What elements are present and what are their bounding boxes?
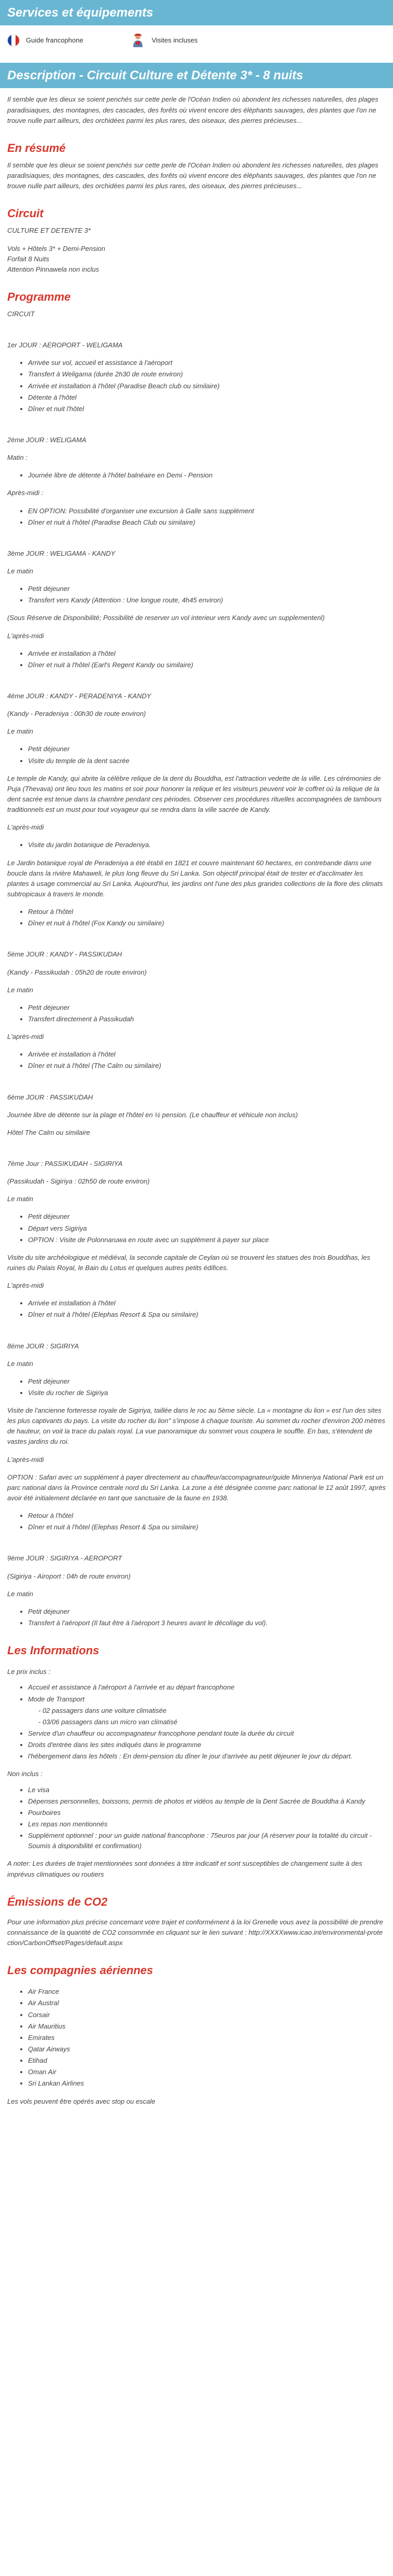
airline-item: • Air Austral xyxy=(28,1998,386,2008)
day-item: • Transfert à l'aéroport (Il faut être à l'aéroport 3 heures avant le décollage du vol). xyxy=(28,1618,386,1628)
list-sub xyxy=(28,1706,386,1727)
french-flag-icon xyxy=(7,34,20,47)
day-title: 4ème JOUR : KANDY - PERADENIYA - KANDY xyxy=(7,692,151,700)
day-item-list xyxy=(7,358,386,414)
day-section-label: L'après-midi xyxy=(7,1282,44,1290)
day-item-list xyxy=(7,470,386,481)
day-item: • Arrivée et installation à l'hôtel xyxy=(28,1298,386,1308)
day-item-list xyxy=(7,840,386,850)
list-item xyxy=(28,1728,386,1739)
programme-subtitle: CIRCUIT xyxy=(7,310,35,318)
list-item-text: Le visa xyxy=(28,1785,50,1794)
resume-text: Il semble que les dieux se soient penchés sur cette perle de l'Océan Indien où abondent les richesses naturelles, des plages paradisiaques, des montagnes, des cascades, des forêts où vivent encore des éléphants sauvages, des plantes que l'on ne trouve nulle part ailleurs, des orchidées parmi les plus rares, des oiseaux, des pierres précieuses... xyxy=(7,161,378,190)
resume-heading: En résumé xyxy=(7,141,66,154)
day-title: 6ème JOUR : PASSIKUDAH xyxy=(7,1093,93,1101)
day-section-label: Le matin xyxy=(7,567,33,575)
day-item: • Dîner et nuit à l'hôtel (Elephas Resort & Spa ou similaire) xyxy=(28,1310,386,1320)
day-title: 2ème JOUR : WELIGAMA xyxy=(7,436,87,444)
day-section-label: L'après-midi xyxy=(7,631,44,640)
day-item: • Petit déjeuner xyxy=(28,584,386,594)
day-section-label: (Kandy - Peradeniya : 00h30 de route environ) xyxy=(7,710,146,718)
day-section-label: Hôtel The Calm ou similaire xyxy=(7,1128,90,1136)
day-item: • Dîner et nuit à l'hôtel (The Calm ou similaire) xyxy=(28,1061,386,1071)
day-item: • Arrivée et installation à l'hôtel xyxy=(28,1049,386,1060)
day-item: • Arrivée sur vol, accueil et assistance à l'aéroport xyxy=(28,358,386,368)
airlines-list xyxy=(7,1987,386,2089)
airline-item: • Air Mauritius xyxy=(28,2021,386,2032)
day-item-list xyxy=(7,1049,386,1071)
day-item: • Dîner et nuit l'hôtel xyxy=(28,404,386,414)
list-item-text: Les repas non mentionnés xyxy=(28,1820,108,1828)
circuit-line: CULTURE ET DETENTE 3* xyxy=(7,227,91,235)
circuit-line xyxy=(7,236,386,244)
day-section-label: Le matin xyxy=(7,986,33,994)
day-item: • Détente à l'hôtel xyxy=(28,392,386,403)
programme-heading: Programme xyxy=(7,290,71,303)
day-section-label: Le matin xyxy=(7,1589,33,1598)
list-sub-item: - 02 passagers dans une voiture climatisée xyxy=(38,1706,167,1714)
day-section-label: (Sigiriya - Airoport : 04h de route environ) xyxy=(7,1572,131,1580)
day-section-label: Le matin xyxy=(7,1359,33,1368)
day-item: • Retour à l'hôtel xyxy=(28,1511,386,1521)
day-item: • Petit déjeuner xyxy=(28,1376,386,1387)
list-item xyxy=(28,1808,386,1818)
services-banner: Services et équipements xyxy=(0,0,393,25)
airlines-heading: Les compagnies aériennes xyxy=(7,1964,153,1977)
list-item xyxy=(28,1796,386,1807)
day-section-label: Visite du site archéologique et médiéval, la seconde capitale de Ceylan où se trouvent les statues des trois Bouddhas, les ruines du Palais Royal, le Bain du Lotus et quelques autres petits édifices. xyxy=(7,1253,371,1272)
circuit-block xyxy=(7,226,386,275)
airline-item: • Qatar Airways xyxy=(28,2044,386,2054)
list-item-text: Service d'un chauffeur ou accompagnateur francophone pendant toute la durée du circuit xyxy=(28,1729,294,1737)
programme-day xyxy=(7,691,386,928)
excludes-label: Non inclus : xyxy=(7,1770,43,1778)
day-section-label: Le Jardin botanique royal de Peradeniya a été établi en 1821 et couvre maintenant 60 hectares, en contrebande dans une boucle dans la rivière Mahaweli, le plus long fleuve du Sri Lanka. Son objectif principal était de tester et d'acclimater les plantes à usage commercial au Sri Lanka. Aujourd'hui, les jardins ont l'une des plus grandes collections de la flore des climats subtropicaux à travers le monde. xyxy=(7,858,383,898)
programme-day xyxy=(7,1159,386,1320)
circuit-line: Vols + Hôtels 3* + Demi-Pension xyxy=(7,244,105,252)
programme-day xyxy=(7,340,386,414)
day-item: • Départ vers Sigiriya xyxy=(28,1223,386,1234)
day-item: • Visite du jardin botanique de Peradeniya. xyxy=(28,840,386,850)
programme-day xyxy=(7,1341,386,1533)
circuit-line: Attention Pinnawela non inclus xyxy=(7,265,100,273)
informations-heading: Les Informations xyxy=(7,1644,100,1657)
circuit-heading: Circuit xyxy=(7,207,44,220)
day-section-label: OPTION : Safari avec un supplément à payer directement au chauffeur/accompagnateur/guide Minneriya National Park est un parc national dans la Province centrale nord du Sri Lanka. La zone a été désignée comme parc national le 12 août 1997, après avoir été initialement déclarée en tant que sanctuaire de la faune en 1938. xyxy=(7,1473,386,1502)
visitor-icon xyxy=(130,33,146,48)
day-item: • Journée libre de détente à l'hôtel balnéaire en Demi - Pension xyxy=(28,470,386,481)
day-item-list xyxy=(7,506,386,528)
day-section-label: L'après-midi xyxy=(7,1455,44,1463)
list-sub-item: - 03/06 passagers dans un micro van climatisé xyxy=(38,1718,178,1726)
service-guide xyxy=(7,34,83,47)
day-item-list xyxy=(7,1298,386,1320)
list-item-text: Supplément optionnel : pour un guide national francophone : 75euros par jour (A réserver pour la totalité du circuit - Soumis à disponibilité et confirmation) xyxy=(28,1832,372,1850)
service-visits xyxy=(130,33,198,48)
list-item xyxy=(28,1819,386,1829)
day-section-label: (Kandy - Passikudah : 05h20 de route environ) xyxy=(7,968,147,976)
airline-item: • Corsair xyxy=(28,2010,386,2020)
list-item-text: Dépenses personnelles, boissons, permis de photos et vidéos au temple de la Dent Sacrée de Bouddha à Kandy xyxy=(28,1797,366,1805)
day-section-label: L'après-midi xyxy=(7,823,44,832)
list-item xyxy=(28,1694,386,1727)
day-section-label: Après-midi : xyxy=(7,489,44,497)
list-item xyxy=(28,1751,386,1762)
programme-day xyxy=(7,1553,386,1628)
day-item: • Dîner et nuit à l'hôtel (Paradise Beach Club ou similaire) xyxy=(28,517,386,528)
guide-label: Guide francophone xyxy=(26,36,83,45)
day-section-label: (Passikudah - Sigiriya : 02h50 de route environ) xyxy=(7,1177,150,1186)
day-item: • Transfert vers Kandy (Attention : Une longue route, 4h45 environ) xyxy=(28,595,386,606)
day-section-label: Visite de l'ancienne forteresse royale de Sigiriya, taillée dans le roc au 5ème siècle. La « montagne du lion » est l'un des sites les plus captivants du pays. La visite du rocher du lion" s'impose à chaque touriste. Au sommet du rocher d'environ 200 mètres de hauteur, on voit la trace du palais royal. La vue panoramique du sommet vous coupera le souffle. En bas, s'étendent de vastes jardins du roi. xyxy=(7,1406,385,1446)
day-item-list xyxy=(7,1511,386,1532)
airline-item: • Oman Air xyxy=(28,2067,386,2077)
day-title: 7ème Jour : PASSIKUDAH - SIGIRIYA xyxy=(7,1159,123,1167)
airline-item: • Sri Lankan Airlines xyxy=(28,2078,386,2089)
day-section-label: Journée libre de détente sur la plage et l'hôtel en ½ pension. (Le chauffeur et véhicule non inclus) xyxy=(7,1110,298,1119)
day-item: • Transfert directement à Passikudah xyxy=(28,1014,386,1024)
day-item-list xyxy=(7,1376,386,1398)
programme-day xyxy=(7,1092,386,1138)
day-item: • Petit déjeuner xyxy=(28,1212,386,1222)
day-section-label: Le matin xyxy=(7,727,33,736)
informations-note: A noter: Les durées de trajet mentionnées sont données à titre indicatif et sont susceptibles de changement suite à des imprévus climatiques ou routiers xyxy=(7,1860,362,1878)
day-item: • Petit déjeuner xyxy=(28,1607,386,1617)
list-item-text: Accueil et assistance à l'aéroport à l'arrivée et au départ francophone xyxy=(28,1683,235,1692)
list-item-text: l'hébergement dans les hôtels : En demi-pension du dîner le jour d'arrivée au petit déjeuner le jour du départ. xyxy=(28,1752,353,1761)
day-item-list xyxy=(7,907,386,928)
informations-block xyxy=(7,1667,386,1879)
list-item xyxy=(28,1682,386,1693)
day-section-label: (Sous Réserve de Disponibilité; Possibilité de reserver un vol interieur vers Kandy avec un supplementenl) xyxy=(7,614,325,622)
list-item-text: Droits d'entrée dans les sites indiqués dans le programme xyxy=(28,1741,202,1749)
day-item: • Petit déjeuner xyxy=(28,1003,386,1013)
airlines-footer: Les vols peuvent être opérés avec stop ou escale xyxy=(7,2097,156,2105)
day-title: 3ème JOUR : WELIGAMA - KANDY xyxy=(7,549,116,557)
day-item-list xyxy=(7,649,386,670)
day-item-list xyxy=(7,744,386,766)
day-item-list xyxy=(7,1003,386,1024)
day-section-label: L'après-midi xyxy=(7,1033,44,1041)
day-item: • Retour à l'hôtel xyxy=(28,907,386,917)
day-section-label: Le temple de Kandy, qui abrite la célèbre relique de la dent du Bouddha, est l'attraction vedette de la ville. Les cérémonies de Puja (Thevava) ont lieu tous les matins et soir pour honorer la relique et les visiteurs peuvent voir le coffret où la relique de la dent sacrée est tenue dans la chambre pendant ces périodes. Observer ces procédures rituelles accompagnées de tambours traditionnels est un must pour tout voyageur qui se rendra dans la ville sacrée de Kandy. xyxy=(7,774,382,814)
excludes-list xyxy=(7,1785,386,1852)
description-banner: Description - Circuit Culture et Détente 3* - 8 nuits xyxy=(0,63,393,88)
day-item: • OPTION : Visite de Polonnaruwa en route avec un supplément à payer sur place xyxy=(28,1235,386,1245)
day-title: 1er JOUR : AEROPORT - WELIGAMA xyxy=(7,341,123,349)
programme-day xyxy=(7,435,386,528)
description-text: Il semble que les dieux se soient penchés sur cette perle de l'Océan Indien où abondent les richesses naturelles, des plages paradisiaques, des montagnes, des cascades, des forêts où vivent encore des éléphants sauvages, des plantes que l'on ne trouve nulle part ailleurs, des orchidées parmi les plus rares, des oiseaux, des pierres précieuses... xyxy=(7,95,378,124)
airline-item: • Etihad xyxy=(28,2056,386,2066)
day-item: • Visite du temple de la dent sacrée xyxy=(28,756,386,766)
day-item: • EN OPTION: Possibilité d'organiser une excursion à Galle sans supplément xyxy=(28,506,386,516)
visits-label: Visites incluses xyxy=(151,36,198,45)
day-title: 8ème JOUR : SIGIRIYA xyxy=(7,1342,79,1350)
includes-list xyxy=(7,1682,386,1762)
day-item: • Dîner et nuit à l'hôtel (Fox Kandy ou similaire) xyxy=(28,918,386,928)
programme-day xyxy=(7,949,386,1071)
day-section-label: Le matin xyxy=(7,1195,33,1203)
programme-days xyxy=(0,340,393,1628)
programme-day xyxy=(7,548,386,670)
airlines-block xyxy=(7,1987,386,2106)
list-item xyxy=(28,1785,386,1795)
day-item: • Arrivée et installation à l'hôtel (Paradise Beach club ou similaire) xyxy=(28,381,386,391)
list-item xyxy=(28,1831,386,1851)
list-item-text: Pourboires xyxy=(28,1808,61,1817)
list-item-text: Mode de Transport xyxy=(28,1695,85,1703)
airline-item: • Emirates xyxy=(28,2033,386,2043)
co2-text[interactable]: Pour une information plus précise concernant votre trajet et conformément à la loi Grenelle vous avez la possibilité de prendre connaissance de la quantité de CO2 consommée en cliquant sur le lien suivant : http://XXXXwww.icao.int/environmental-protection/CarbonOffset/Pages/default.aspx xyxy=(7,1918,383,1947)
airline-item: • Air France xyxy=(28,1987,386,1997)
circuit-line: Forfait 8 Nuits xyxy=(7,255,49,263)
day-title: 9ème JOUR : SIGIRIYA - AEROPORT xyxy=(7,1554,122,1563)
co2-heading: Émissions de CO2 xyxy=(7,1895,108,1908)
day-title: 5ème JOUR : KANDY - PASSIKUDAH xyxy=(7,950,122,959)
services-row xyxy=(0,25,393,60)
includes-label: Le prix inclus : xyxy=(7,1668,51,1676)
list-item xyxy=(28,1740,386,1750)
day-item: • Visite du rocher de Sigiriya xyxy=(28,1388,386,1398)
day-item-list xyxy=(7,584,386,606)
day-item: • Dîner et nuit à l'hôtel (Earl's Regent Kandy ou similaire) xyxy=(28,660,386,670)
day-item: • Arrivée et installation à l'hôtel xyxy=(28,649,386,659)
day-section-label: Matin : xyxy=(7,454,28,462)
day-item: • Transfert à Weligama (durée 2h30 de route environ) xyxy=(28,369,386,379)
day-item-list xyxy=(7,1607,386,1628)
day-item: • Petit déjeuner xyxy=(28,744,386,754)
day-item: • Dîner et nuit à l'hôtel (Elephas Resort & Spa ou similaire) xyxy=(28,1522,386,1532)
day-item-list xyxy=(7,1212,386,1245)
